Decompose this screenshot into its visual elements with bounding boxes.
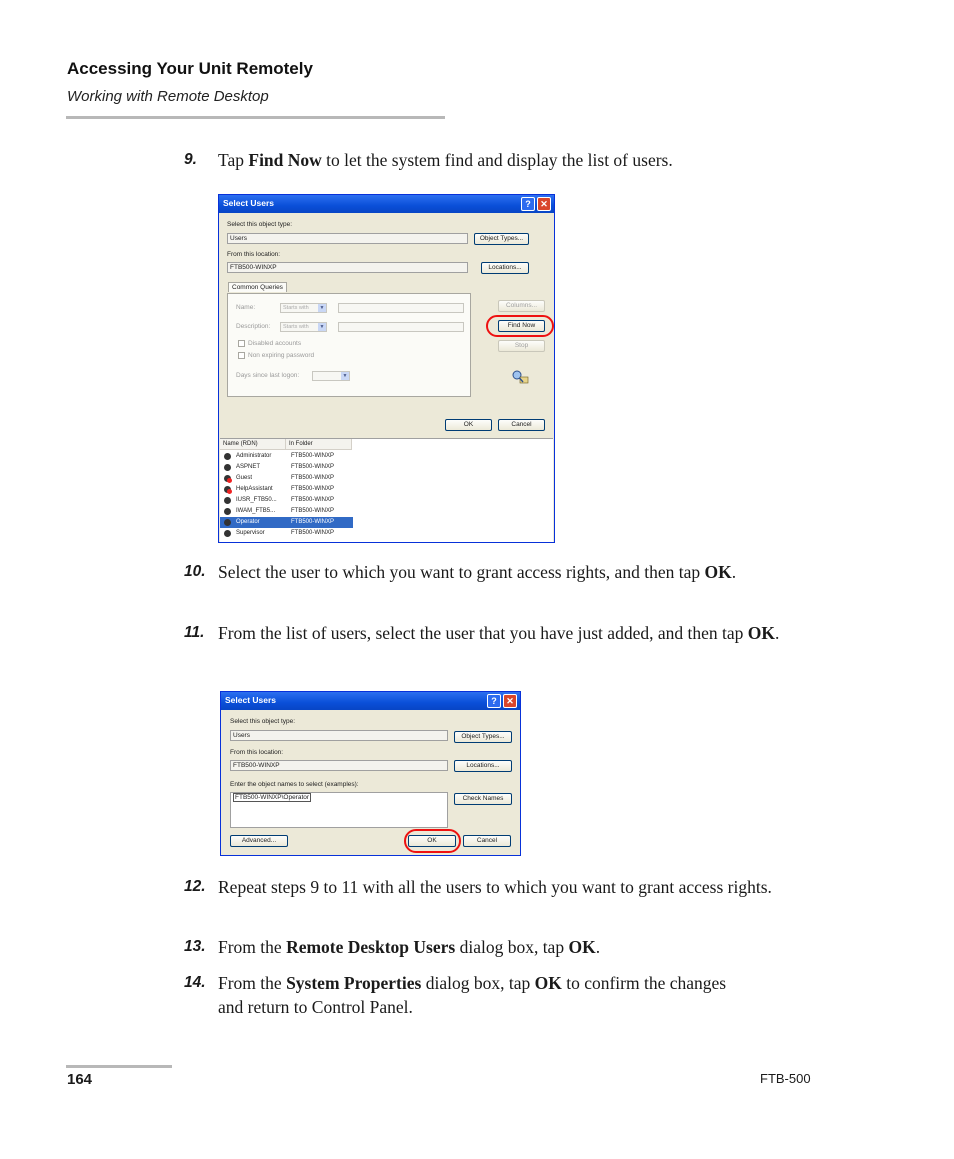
- list-item[interactable]: [220, 473, 353, 484]
- search-results-list: [220, 438, 553, 543]
- tab-common-queries[interactable]: Common Queries: [228, 282, 287, 292]
- locations-button[interactable]: Locations...: [481, 262, 529, 274]
- user-name: Guest: [236, 475, 253, 481]
- column-header-folder[interactable]: In Folder: [286, 439, 352, 450]
- description-input: [338, 322, 464, 332]
- disabled-accounts-checkbox: [238, 340, 245, 347]
- list-item[interactable]: [220, 484, 353, 495]
- object-types-button[interactable]: Object Types...: [474, 233, 529, 245]
- step-10: 10. Select the user to which you want to grant access rights, and then tap OK.: [184, 562, 737, 582]
- user-folder: FTB500-WINXP: [291, 464, 335, 470]
- step-14: 14. From the System Properties dialog box, tap OK to confirm the changes and return to Control Panel.: [184, 973, 727, 1017]
- disabled-user-icon: [224, 486, 231, 493]
- days-since-logon-label: Days since last logon:: [236, 372, 300, 379]
- location-field: FTB500-WINXP: [230, 760, 448, 771]
- user-name: ASPNET: [236, 464, 261, 470]
- chevron-down-icon: ▼: [342, 373, 348, 379]
- chapter-title: Accessing Your Unit Remotely: [67, 59, 313, 78]
- user-name: Supervisor: [236, 530, 265, 536]
- non-expiring-checkbox: [238, 352, 245, 359]
- highlight-circle: [404, 829, 461, 853]
- page-number: 164: [67, 1071, 93, 1088]
- help-icon[interactable]: ?: [521, 197, 535, 211]
- name-label: Name:: [236, 304, 256, 311]
- description-label: Description:: [236, 323, 271, 330]
- list-item[interactable]: [220, 451, 353, 462]
- step-13: 13. From the Remote Desktop Users dialog box, tap OK.: [184, 937, 601, 957]
- list-item[interactable]: [220, 528, 353, 539]
- document-name: FTB-500: [760, 1071, 811, 1086]
- user-icon: [224, 530, 231, 537]
- user-name: Administrator: [236, 453, 272, 459]
- object-type-label: Select this object type:: [227, 221, 293, 228]
- list-item[interactable]: [220, 495, 353, 506]
- close-icon[interactable]: ✕: [537, 197, 551, 211]
- object-type-label: Select this object type:: [230, 718, 296, 725]
- disabled-user-icon: [224, 475, 231, 482]
- columns-button[interactable]: Columns...: [498, 300, 545, 312]
- list-item[interactable]: [220, 506, 353, 517]
- header-rule: [66, 116, 445, 119]
- object-names-label: Enter the object names to select (examples):: [230, 781, 359, 788]
- dialog-titlebar: [221, 692, 520, 710]
- list-item[interactable]: [220, 517, 353, 528]
- cancel-button[interactable]: Cancel: [498, 419, 545, 431]
- list-item[interactable]: [220, 462, 353, 473]
- cancel-button[interactable]: Cancel: [463, 835, 511, 847]
- chevron-down-icon: ▼: [319, 305, 325, 311]
- ok-button[interactable]: OK: [408, 835, 456, 847]
- dialog-title: Select Users: [225, 695, 277, 705]
- user-icon: [224, 519, 231, 526]
- user-folder: FTB500-WINXP: [291, 486, 335, 492]
- user-icon: [224, 464, 231, 471]
- name-starts-with-select: Starts with ▼: [280, 303, 327, 313]
- object-types-button[interactable]: Object Types...: [454, 731, 512, 743]
- highlight-circle: [486, 315, 554, 337]
- disabled-accounts-label: Disabled accounts: [248, 340, 302, 347]
- location-label: From this location:: [227, 251, 281, 258]
- ok-button[interactable]: OK: [445, 419, 492, 431]
- step-number: 13.: [184, 938, 206, 955]
- step-number: 14.: [184, 974, 206, 991]
- location-field: FTB500-WINXP: [227, 262, 468, 273]
- stop-button[interactable]: Stop: [498, 340, 545, 352]
- select-users-dialog-confirm: [220, 691, 521, 856]
- close-icon[interactable]: ✕: [503, 694, 517, 708]
- name-input: [338, 303, 464, 313]
- step-number: 9.: [184, 151, 197, 168]
- user-icon: [224, 453, 231, 460]
- user-folder: FTB500-WINXP: [291, 530, 335, 536]
- find-now-button[interactable]: Find Now: [498, 320, 545, 332]
- description-starts-with-select: Starts with ▼: [280, 322, 327, 332]
- common-queries-panel: [227, 293, 471, 397]
- dialog-title: Select Users: [223, 198, 275, 208]
- days-since-logon-select: [312, 371, 350, 381]
- object-names-input[interactable]: [230, 792, 448, 828]
- object-type-field: Users: [227, 233, 468, 244]
- column-header-name[interactable]: Name (RDN): [220, 439, 286, 450]
- locations-button[interactable]: Locations...: [454, 760, 512, 772]
- footer-rule: [66, 1065, 172, 1068]
- check-names-button[interactable]: Check Names: [454, 793, 512, 805]
- step-number: 12.: [184, 878, 206, 895]
- search-users-icon: [510, 369, 530, 385]
- help-icon[interactable]: ?: [487, 694, 501, 708]
- advanced-button[interactable]: Advanced...: [230, 835, 288, 847]
- dialog-titlebar: [219, 195, 554, 213]
- user-name: IUSR_FTB50...: [236, 497, 277, 503]
- step-9: 9. Tap Find Now to let the system find and display the list of users.: [184, 150, 673, 170]
- step-number: 10.: [184, 563, 206, 580]
- user-icon: [224, 497, 231, 504]
- non-expiring-label: Non expiring password: [248, 352, 315, 359]
- section-subtitle: Working with Remote Desktop: [67, 88, 269, 105]
- select-users-dialog-find: [218, 194, 555, 543]
- user-folder: FTB500-WINXP: [291, 475, 335, 481]
- object-type-field: Users: [230, 730, 448, 741]
- user-folder: FTB500-WINXP: [291, 519, 335, 525]
- user-folder: FTB500-WINXP: [291, 453, 335, 459]
- step-12: 12. Repeat steps 9 to 11 with all the users to which you want to grant access rights.: [184, 877, 772, 897]
- user-folder: FTB500-WINXP: [291, 508, 335, 514]
- location-label: From this location:: [230, 749, 284, 756]
- user-icon: [224, 508, 231, 515]
- user-name: Operator: [236, 519, 260, 525]
- chevron-down-icon: ▼: [319, 324, 325, 330]
- object-name-value: FTB500-WINXP\Operator: [235, 794, 310, 801]
- step-number: 11.: [184, 624, 205, 641]
- user-name: HelpAssistant: [236, 486, 273, 492]
- step-11: 11. From the list of users, select the user that you have just added, and then tap OK.: [184, 623, 780, 643]
- user-name: IWAM_FTB5...: [236, 508, 276, 514]
- user-folder: FTB500-WINXP: [291, 497, 335, 503]
